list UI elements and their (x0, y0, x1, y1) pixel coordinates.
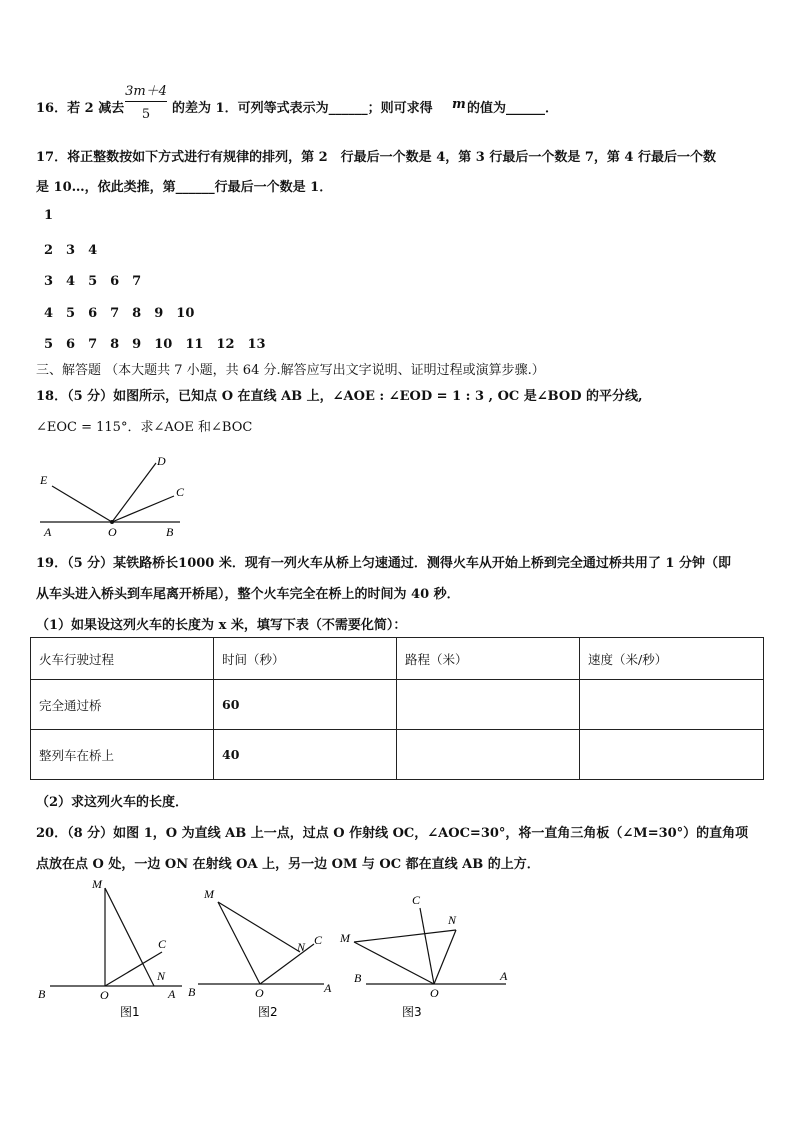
fig1-label-M: M (92, 877, 102, 891)
q18-label-E: E (40, 473, 48, 487)
table-header-row (31, 638, 764, 680)
q17-row-1: 1 (44, 208, 54, 223)
fig1-label-O: O (100, 988, 109, 1002)
fig1-caption: 图1 (120, 1005, 140, 1019)
q19-part-2: （2）求这列火车的长度． (36, 795, 189, 810)
fig2-label-N: N (297, 940, 306, 954)
fig2-label-B: B (188, 985, 196, 999)
fig3-label-A: A (500, 969, 508, 983)
fig3-label-O: O (430, 986, 439, 1000)
q20-figure-1 (30, 872, 190, 1022)
q17-row-4: 4 5 6 7 8 9 10 (44, 306, 195, 321)
q16-prefix: 16．若 2 减去 (36, 101, 125, 116)
section-3-heading: 三、解答题 （本大题共 7 小题，共 64 分.解答应写出文字说明、证明过程或演算步骤.） (36, 363, 545, 378)
q18-label-A: A (44, 525, 52, 539)
q19-table (30, 637, 764, 780)
q16-body: 的差为 1．可列等式表示为______；则可求得 (172, 101, 433, 116)
table-row (31, 680, 764, 730)
q18-label-C: C (176, 485, 185, 499)
table-header-cell: 速度（米/秒） (580, 638, 764, 680)
q16-variable-m: m (452, 97, 466, 112)
q16-tail: 的值为______． (467, 101, 559, 116)
table-row (31, 730, 764, 780)
q19-line-2: 从车头进入桥头到车尾离开桥尾），整个火车完全在桥上的时间为 40 秒． (36, 587, 460, 602)
table-cell: 整列车在桥上 (31, 730, 214, 780)
q17-row-2: 2 3 4 (44, 243, 98, 258)
fig3-label-B: B (354, 971, 362, 985)
fig2-label-M: M (204, 887, 214, 901)
table-cell (580, 680, 764, 730)
fig2-label-C: C (314, 933, 323, 947)
table-cell: 40 (214, 730, 397, 780)
table-cell (397, 680, 580, 730)
fig1-label-B: B (38, 987, 46, 1001)
fig3-caption: 图3 (402, 1005, 422, 1019)
table-header-cell: 路程（米） (397, 638, 580, 680)
q20-figure-2 (188, 872, 338, 1022)
q16-fraction-denominator: 5 (141, 107, 151, 122)
fig2-label-O: O (255, 986, 264, 1000)
q17-row-3: 3 4 5 6 7 (44, 274, 142, 289)
q17-row-5: 5 6 7 8 9 10 11 12 13 (44, 337, 266, 352)
fig1-label-N: N (157, 969, 166, 983)
q17-line-2: 是 10…，依此类推，第______行最后一个数是 1． (36, 180, 333, 195)
fig3-label-C: C (412, 893, 421, 907)
q18-line-2: ∠EOC = 115°．求∠AOE 和∠BOC (36, 420, 253, 435)
q20-figure-3 (336, 872, 516, 1022)
fig1-label-A: A (168, 987, 176, 1001)
table-cell (580, 730, 764, 780)
table-header-cell: 火车行驶过程 (31, 638, 214, 680)
fig1-label-C: C (158, 937, 167, 951)
table-cell (397, 730, 580, 780)
q18-figure (30, 448, 200, 540)
fig2-label-A: A (324, 981, 332, 995)
table-header-cell: 时间（秒） (214, 638, 397, 680)
q18-label-D: D (157, 454, 166, 468)
q16-fraction-bar (125, 101, 167, 102)
q17-line-1: 17．将正整数按如下方式进行有规律的排列，第 2 行最后一个数是 4，第 3 行最后一个数是 7，第 4 行最后一个数 (36, 150, 716, 165)
q16-fraction-numerator: 3m＋4 (125, 84, 167, 99)
q19-part-1: （1）如果设这列火车的长度为 x 米，填写下表（不需要化简）： (36, 618, 407, 633)
table-cell: 完全通过桥 (31, 680, 214, 730)
table-cell: 60 (214, 680, 397, 730)
q20-line-1: 20．（8 分）如图 1，O 为直线 AB 上一点，过点 O 作射线 OC，∠AOC=30°，将一直角三角板（∠M=30°）的直角项 (36, 826, 749, 841)
fig3-label-N: N (448, 913, 457, 927)
q18-line-1: 18．（5 分）如图所示，已知点 O 在直线 AB 上，∠AOE : ∠EOD = 1 : 3 , OC 是∠BOD 的平分线, (36, 389, 643, 404)
q18-label-O: O (108, 525, 117, 539)
fig3-label-M: M (340, 931, 350, 945)
q20-line-2: 点放在点 O 处，一边 ON 在射线 OA 上，另一边 OM 与 OC 都在直线 AB 的上方． (36, 857, 540, 872)
fig2-caption: 图2 (258, 1005, 278, 1019)
q19-line-1: 19．（5 分）某铁路桥长1000 米．现有一列火车从桥上匀速通过．测得火车从开始上桥到完全通过桥共用了 1 分钟（即 (36, 556, 731, 571)
q18-label-B: B (166, 525, 174, 539)
